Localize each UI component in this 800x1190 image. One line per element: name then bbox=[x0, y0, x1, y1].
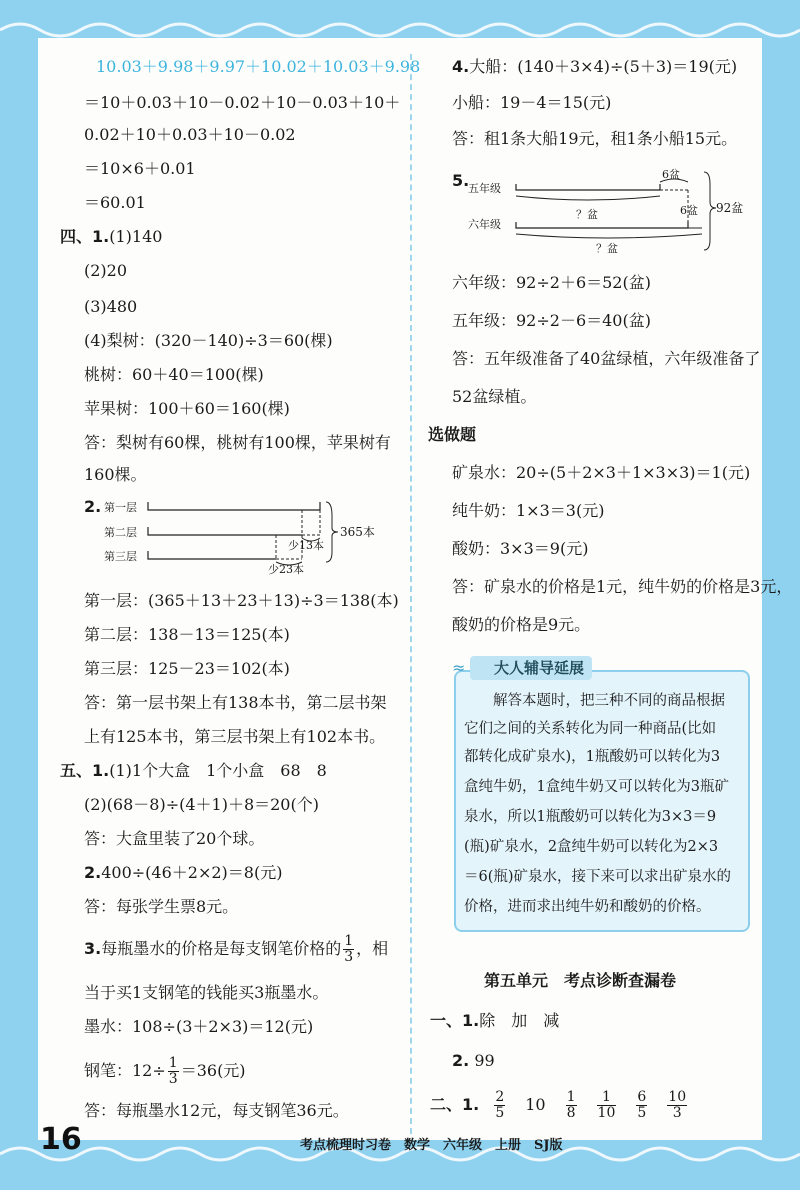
answer-text: 酸奶的价格是9元。 bbox=[452, 615, 591, 634]
answer-text: 答：每瓶墨水12元，每支钢笔36元。 bbox=[84, 1101, 349, 1120]
question-number: 2. bbox=[452, 1051, 470, 1070]
section-five bbox=[60, 760, 327, 782]
grade6-bar bbox=[516, 222, 688, 228]
answer-text: 六年级：92÷2＋6＝52(盆) bbox=[452, 273, 651, 292]
answer-text: (1)1个大盒 1个小盒 68 8 bbox=[109, 761, 327, 780]
answer-text: (2)(68－8)÷(4＋1)＋8＝20(个) bbox=[84, 795, 319, 814]
total-brace bbox=[704, 172, 716, 250]
answer-text: 52盆绿植。 bbox=[452, 387, 537, 406]
pot6-mid-label: 6盆 bbox=[680, 204, 698, 217]
fraction: $\frac{1}{10}$ bbox=[597, 1089, 616, 1121]
answer-text: 矿泉水：20÷(5＋2×3＋1×3×3)＝1(元) bbox=[452, 463, 751, 482]
tip-line: 它们之间的关系转化为同一种商品(比如 bbox=[464, 721, 717, 737]
tip-line: (瓶)矿泉水，2盒纯牛奶可以转化为2×3 bbox=[464, 839, 719, 855]
answer-text: 400÷(46＋2×2)＝8(元) bbox=[101, 863, 283, 882]
grade6-label: 六年级 bbox=[468, 218, 501, 231]
answer-text: 五年级：92÷2－6＝40(盆) bbox=[452, 311, 651, 330]
total-brace bbox=[326, 502, 338, 562]
answer-text: 答：每张学生票8元。 bbox=[84, 897, 239, 916]
grade5-bar bbox=[516, 184, 660, 190]
book-info: 考点梳理时习卷 数学 六年级 上册 SJ版 bbox=[300, 1138, 563, 1153]
column-divider bbox=[410, 54, 412, 1134]
tip-line: 解答本题时，把三种不同的商品根据 bbox=[464, 693, 725, 709]
question-number: 2. bbox=[84, 497, 102, 516]
expression-line: ＝10×6＋0.01 bbox=[84, 159, 196, 178]
answer-text: 小船：19－4＝15(元) bbox=[452, 93, 612, 112]
shelf-label-3: 第三层 bbox=[104, 550, 137, 563]
shelf-bar-2 bbox=[148, 527, 302, 535]
question-number: 1. bbox=[462, 1011, 480, 1030]
answer-text: 苹果树：100＋60＝160(棵) bbox=[84, 399, 290, 418]
answer-text: 160棵。 bbox=[84, 465, 147, 484]
total-label: 92盆 bbox=[716, 201, 744, 215]
question-number: 2. bbox=[84, 863, 102, 882]
shelf-label-1: 第一层 bbox=[104, 501, 137, 514]
answer-line bbox=[430, 1010, 559, 1032]
answer-text: (3)480 bbox=[84, 297, 138, 316]
shelf-bar-1 bbox=[148, 502, 320, 510]
answer-text: 答：梨树有60棵，桃树有100棵，苹果树有 bbox=[84, 433, 391, 452]
total-label: 365本 bbox=[340, 525, 375, 539]
question-number: 1. bbox=[92, 227, 110, 246]
answer-text: 每瓶墨水的价格是每支钢笔价格的 bbox=[101, 939, 342, 958]
answer-text: 答：五年级准备了40盆绿植，六年级准备了 bbox=[452, 349, 761, 368]
answer-text: 纯牛奶：1×3＝3(元) bbox=[452, 501, 605, 520]
fraction: $\frac{1}{8}$ bbox=[566, 1089, 576, 1121]
tip-line: 盒纯牛奶，1盒纯牛奶又可以转化为3瓶矿 bbox=[464, 779, 729, 795]
answer-text: ，相 bbox=[356, 939, 389, 958]
fraction: $\frac{10}{3}$ bbox=[668, 1089, 687, 1121]
section-four bbox=[60, 226, 162, 248]
fraction-row bbox=[484, 1089, 697, 1121]
answer-line bbox=[452, 1050, 495, 1072]
answer-text: 钢笔：12÷ bbox=[84, 1061, 166, 1080]
section-label: 二、 bbox=[430, 1095, 463, 1114]
answer-text: 当于买1支钢笔的钱能买3瓶墨水。 bbox=[84, 983, 329, 1002]
shelf-label-2: 第二层 bbox=[104, 526, 137, 539]
answer-value: 10 bbox=[525, 1095, 546, 1114]
answer-line bbox=[430, 1090, 697, 1121]
answer-text: 桃树：60＋40＝100(棵) bbox=[84, 365, 264, 384]
answer-text: 大船：(140＋3×4)÷(5＋3)＝19(元) bbox=[469, 57, 738, 76]
answer-line bbox=[84, 862, 282, 884]
tutor-tips-title: 大人辅导延展 bbox=[470, 656, 592, 680]
expression-line: 10.03＋9.98＋9.97＋10.02＋10.03＋9.98 bbox=[96, 57, 421, 76]
question-number: 5. bbox=[452, 171, 470, 190]
answer-text: 上有125本书，第三层书架上有102本书。 bbox=[84, 727, 386, 746]
tip-line: 泉水，所以1瓶酸奶可以转化为3×3＝9 bbox=[464, 809, 717, 825]
section-label: 四、 bbox=[60, 227, 93, 246]
less-23-label: 少23本 bbox=[268, 563, 304, 576]
answer-text: 除 加 减 bbox=[479, 1011, 560, 1030]
shelf-bar-3 bbox=[148, 551, 276, 559]
question-number: 3. bbox=[84, 939, 102, 958]
question-number: 4. bbox=[452, 57, 470, 76]
fraction: $\frac{1}{3}$ bbox=[344, 933, 354, 965]
answer-text: (4)梨树：(320－140)÷3＝60(棵) bbox=[84, 331, 333, 350]
less-13-label: 少13本 bbox=[288, 539, 324, 552]
frame-wave-top bbox=[0, 0, 800, 40]
pot-unknown-label: ？盆 bbox=[596, 242, 618, 255]
answer-text: ＝36(元) bbox=[180, 1061, 246, 1080]
answer-text: 答：租1条大船19元，租1条小船15元。 bbox=[452, 129, 738, 148]
fraction: $\frac{6}{5}$ bbox=[637, 1089, 647, 1121]
expression-line: ＝10＋0.03＋10－0.02＋10－0.03＋10＋ bbox=[84, 93, 401, 112]
question-number: 1. bbox=[92, 761, 110, 780]
optional-title: 选做题 bbox=[428, 425, 477, 444]
answer-text: (2)20 bbox=[84, 261, 128, 280]
answer-text: 第二层：138－13＝125(本) bbox=[84, 625, 290, 644]
answer-text: (1)140 bbox=[109, 227, 163, 246]
answer-text: 答：第一层书架上有138本书，第二层书架 bbox=[84, 693, 387, 712]
answer-text: 99 bbox=[474, 1051, 495, 1070]
answer-text: 酸奶：3×3＝9(元) bbox=[452, 539, 589, 558]
fraction: $\frac{2}{5}$ bbox=[495, 1089, 505, 1121]
expression-line: 0.02＋10＋0.03＋10－0.02 bbox=[84, 125, 296, 144]
pot-unknown-label: ？盆 bbox=[576, 208, 598, 221]
answer-text: 第三层：125－23＝102(本) bbox=[84, 659, 290, 678]
pot6-top-label: 6盆 bbox=[662, 168, 680, 181]
tip-line: ＝6(瓶)矿泉水，接下来可以求出矿泉水的 bbox=[464, 869, 732, 885]
fraction: $\frac{1}{3}$ bbox=[168, 1055, 178, 1087]
section-label: 五、 bbox=[60, 761, 93, 780]
question-number: 1. bbox=[462, 1095, 480, 1114]
answer-line bbox=[84, 1056, 246, 1087]
wave-icon: ≈ bbox=[452, 658, 466, 677]
answer-text: 墨水：108÷(3＋2×3)＝12(元) bbox=[84, 1017, 314, 1036]
expression-line: ＝60.01 bbox=[84, 193, 146, 212]
bookshelf-diagram bbox=[100, 496, 400, 576]
answer-text: 答：大盒里装了20个球。 bbox=[84, 829, 265, 848]
tip-line: 都转化成矿泉水)，1瓶酸奶可以转化为3 bbox=[464, 749, 721, 765]
answer-line bbox=[452, 56, 737, 78]
answer-text: 第一层：(365＋13＋23＋13)÷3＝138(本) bbox=[84, 591, 399, 610]
plants-diagram bbox=[466, 166, 756, 256]
page-number: 16 bbox=[40, 1122, 82, 1157]
answer-line bbox=[84, 934, 388, 965]
section-label: 一、 bbox=[430, 1011, 463, 1030]
answer-text: 答：矿泉水的价格是1元，纯牛奶的价格是3元， bbox=[452, 577, 793, 596]
unit-title: 第五单元 考点诊断查漏卷 bbox=[484, 971, 677, 990]
grade5-label: 五年级 bbox=[468, 182, 501, 195]
tip-line: 价格，进而求出纯牛奶和酸奶的价格。 bbox=[464, 899, 711, 915]
